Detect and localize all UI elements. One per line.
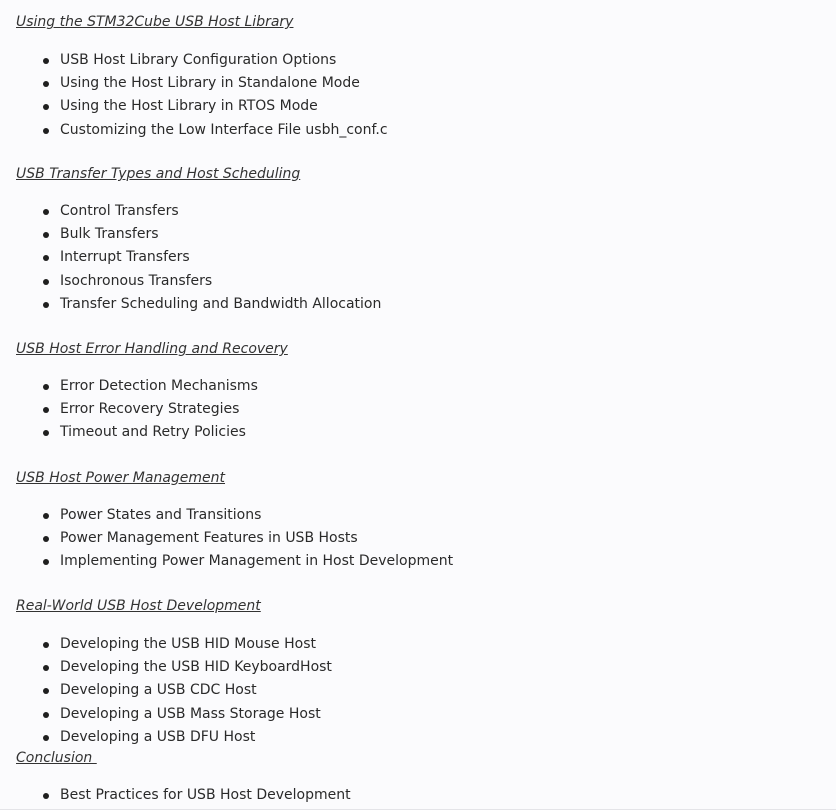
section-heading-error-handling[interactable]: USB Host Error Handling and Recovery	[16, 341, 288, 357]
list-item: Power Management Features in USB Hosts	[0, 529, 453, 552]
list-item: Developing a USB CDC Host	[0, 681, 332, 704]
list-item: Using the Host Library in RTOS Mode	[0, 97, 388, 120]
section-list-conclusion	[0, 786, 351, 809]
section-list-power-management	[0, 506, 453, 576]
section-list-error-handling	[0, 377, 258, 447]
list-item: Best Practices for USB Host Development	[0, 786, 351, 809]
list-item: Timeout and Retry Policies	[0, 423, 258, 446]
list-item: Interrupt Transfers	[0, 248, 381, 271]
section-heading-conclusion[interactable]: Conclusion	[16, 750, 97, 766]
section-heading-real-world[interactable]: Real-World USB Host Development	[16, 598, 261, 614]
section-heading-transfer-types[interactable]: USB Transfer Types and Host Scheduling	[16, 166, 301, 182]
list-item: Implementing Power Management in Host Development	[0, 552, 453, 575]
list-item: Control Transfers	[0, 202, 381, 225]
list-item: Customizing the Low Interface File usbh_conf.c	[0, 121, 388, 144]
list-item: Error Recovery Strategies	[0, 400, 258, 423]
list-item: Developing the USB HID KeyboardHost	[0, 658, 332, 681]
list-item: Power States and Transitions	[0, 506, 453, 529]
list-item: Transfer Scheduling and Bandwidth Allocation	[0, 295, 381, 318]
section-list-transfer-types	[0, 202, 381, 318]
list-item: Using the Host Library in Standalone Mode	[0, 74, 388, 97]
list-item: Isochronous Transfers	[0, 272, 381, 295]
list-item: Bulk Transfers	[0, 225, 381, 248]
list-item: Developing a USB DFU Host	[0, 728, 332, 751]
list-item: USB Host Library Configuration Options	[0, 51, 388, 74]
list-item: Developing a USB Mass Storage Host	[0, 705, 332, 728]
list-item: Error Detection Mechanisms	[0, 377, 258, 400]
section-list-stm32cube-library	[0, 51, 388, 144]
section-heading-power-management[interactable]: USB Host Power Management	[16, 470, 226, 486]
section-heading-stm32cube-library[interactable]: Using the STM32Cube USB Host Library	[16, 14, 294, 30]
list-item: Developing the USB HID Mouse Host	[0, 635, 332, 658]
section-list-real-world	[0, 635, 332, 751]
